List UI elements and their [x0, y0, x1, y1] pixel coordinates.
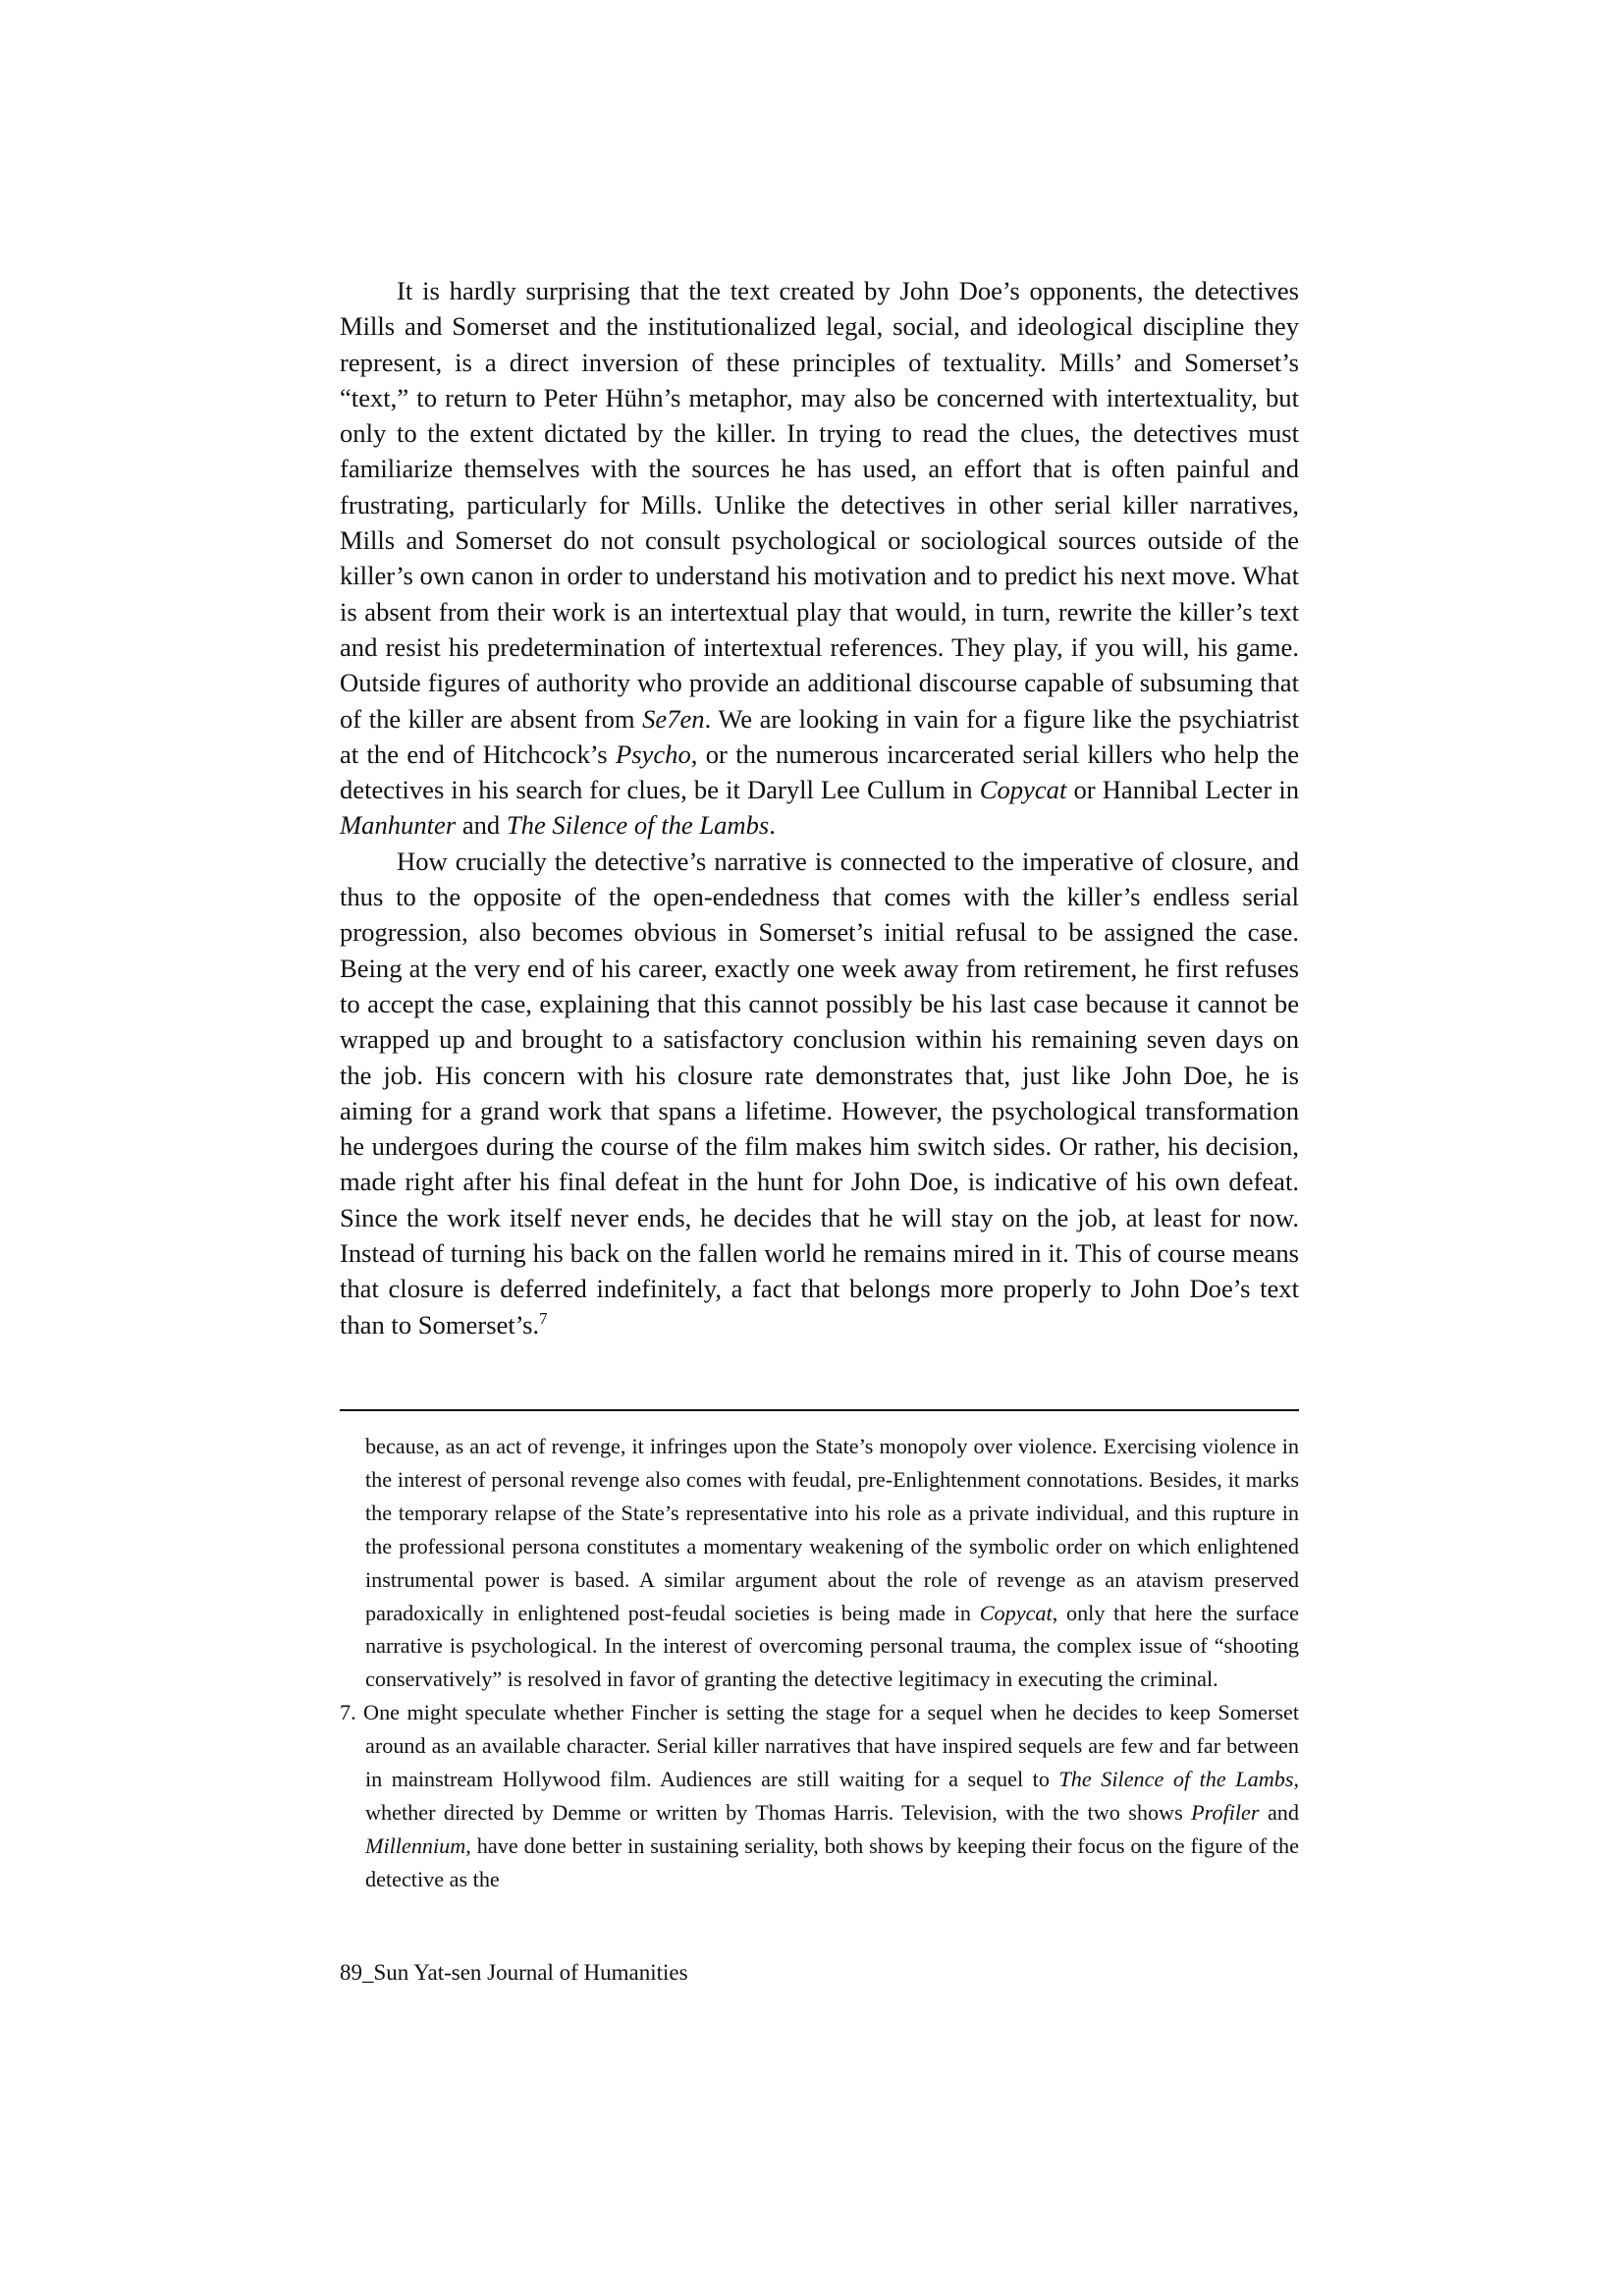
footnote-divider: [340, 1409, 1299, 1411]
footnote-text: because, as an act of revenge, it infringes upon the State’s monopoly over violence. Exercising violence in the interest of personal revenge also comes with feudal, pre-Enlightenment connotations. Besides, it marks the temporary relapse of the State’s representative into his role as a private individual, and this rupture in the professional persona constitutes a momentary weakening of the symbolic order on which enlightened instrumental power is based. A similar argument about the role of revenge as an atavism preserved paradoxically in enlightened post-feudal societies is being made in: [365, 1434, 1299, 1625]
footnote-text: , have done better in sustaining seriality, both shows by keeping their focus on the figure of the detective as the: [365, 1832, 1299, 1891]
paragraph-2-text: How crucially the detective’s narrative is connected to the imperative of closure, and thus to the opposite of the open-endedness that comes with the killer’s endless serial progression, also becomes obvious in Somerset’s initial refusal to be assigned the case. Being at the very end of his career, exactly one week away from retirement, he first refuses to accept the case, explaining that this cannot possibly be his last case because it cannot be wrapped up and brought to a satisfactory conclusion within his remaining seven days on the job. His concern with his closure rate demonstrates that, just like John Doe, he is aiming for a grand work that spans a lifetime. However, the psychological transformation he undergoes during the course of the film makes him switch sides. Or rather, his decision, made right after his final defeat in the hunt for John Doe, is indicative of his own defeat. Since the work itself never ends, he decides that he will stay on the job, at least for now. Instead of turning his back on the fallen world he remains mired in it. This of course means that closure is deferred indefinitely, a fact that belongs more properly to John Doe’s text than to Somerset’s.: [340, 846, 1299, 1339]
main-text: [340, 273, 1299, 1342]
footnote-number: 7.: [340, 1700, 356, 1725]
footnote-text: , whether directed by Demme or written by Thomas Harris. Television, with the two shows: [365, 1767, 1300, 1825]
film-title-psycho: Psycho: [615, 738, 691, 769]
paragraph-1-text: or Hannibal Lecter in: [1066, 775, 1299, 805]
footnote-reference: 7: [539, 1308, 548, 1328]
show-title-profiler: Profiler: [1191, 1799, 1260, 1825]
footnote-7: [340, 1696, 1299, 1895]
paragraph-1-text: . We are looking in vain for a figure like the psychiatrist at the end of Hitchcock’s: [340, 703, 1299, 769]
footnote-text: and: [1259, 1799, 1299, 1825]
footnote-text: , only that here the surface narrative is psychological. In the interest of overcoming personal trauma, the complex issue of “shooting conservatively” is resolved in favor of granting the detective legitimacy in executing the criminal.: [365, 1600, 1299, 1692]
paragraph-1-text: , or the numerous incarcerated serial killers who help the detectives in his search for clues, be it Daryll Lee Cullum in: [340, 738, 1300, 805]
film-title-silence-of-the-lambs: The Silence of the Lambs: [1058, 1767, 1294, 1792]
show-title-millennium: Millennium: [365, 1832, 466, 1858]
paragraph-1-text: and: [456, 810, 507, 841]
footnote-continuation: [340, 1430, 1299, 1696]
film-title-copycat: Copycat: [979, 1600, 1053, 1625]
film-title-se7en: Se7en: [642, 703, 705, 734]
footnotes: [340, 1430, 1299, 1896]
paragraph-2: [340, 844, 1299, 1342]
film-title-copycat: Copycat: [979, 775, 1067, 805]
film-title-manhunter: Manhunter: [340, 810, 457, 841]
paragraph-1: [340, 273, 1299, 844]
paragraph-1-text: .: [769, 810, 776, 841]
page-footer: 89_Sun Yat-sen Journal of Humanities: [340, 1960, 688, 1985]
paragraph-1-text: It is hardly surprising that the text created by John Doe’s opponents, the detectives Mills and Somerset and the institutionalized legal, social, and ideological discipline they represent, is a direct inversion of these principles of textuality. Mills’ and Somerset’s “text,” to return to Peter Hühn’s metaphor, may also be concerned with intertextuality, but only to the extent dictated by the killer. In trying to read the clues, the detectives must familiarize themselves with the sources he has used, an effort that is often painful and frustrating, particularly for Mills. Unlike the detectives in other serial killer narratives, Mills and Somerset do not consult psychological or sociological sources outside of the killer’s own canon in order to understand his motivation and to predict his next move. What is absent from their work is an intertextual play that would, in turn, rewrite the killer’s text and resist his predetermination of intertextual references. They play, if you will, his game. Outside figures of authority who provide an additional discourse capable of subsuming that of the killer are absent from: [340, 276, 1299, 734]
footnote-text: One might speculate whether Fincher is setting the stage for a sequel when he decides to keep Somerset around as an available character. Serial killer narratives that have inspired sequels are few and far between in mainstream Hollywood film. Audiences are still waiting for a sequel to: [355, 1700, 1299, 1792]
film-title-silence-of-the-lambs: The Silence of the Lambs: [506, 810, 770, 841]
